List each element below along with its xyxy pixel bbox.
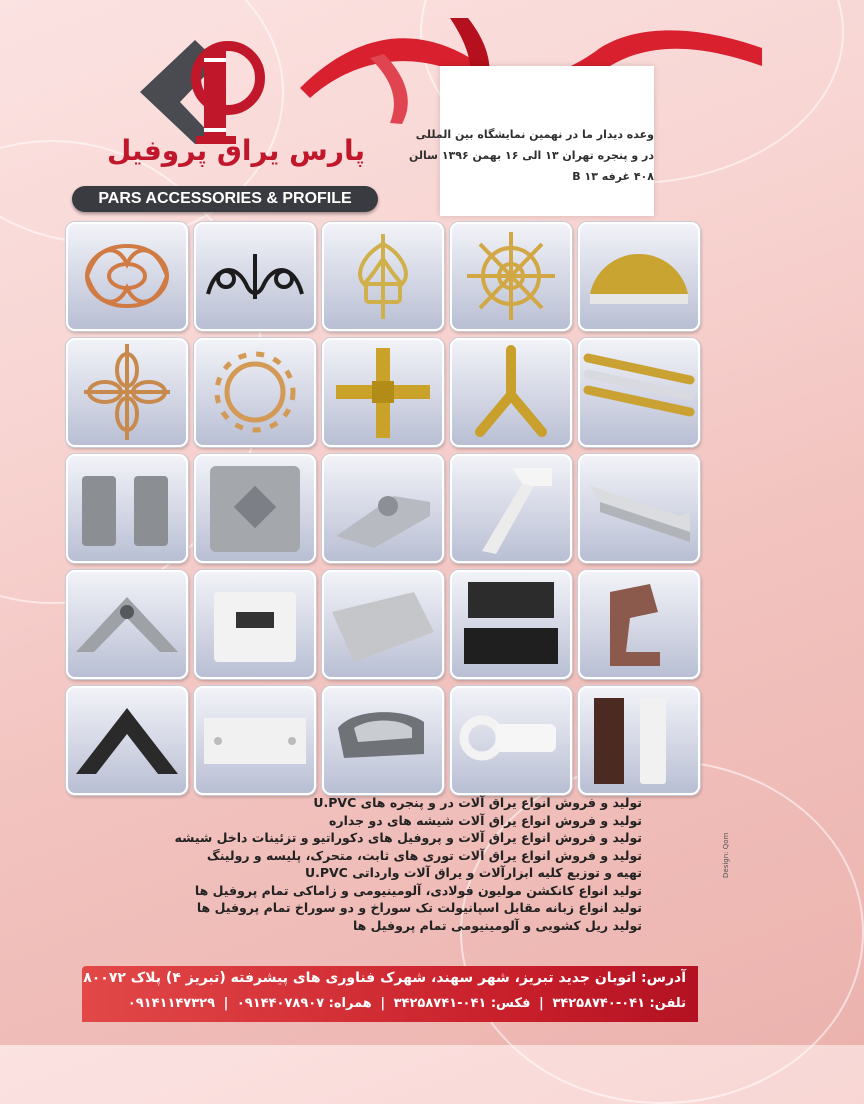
product-tile xyxy=(322,454,444,563)
white-handle-icon xyxy=(452,456,570,561)
product-tile xyxy=(66,222,188,331)
product-list-item: تولید و فروش انواع یراق آلات و پروفیل های دکوراتیو و تزئینات داخل شیشه xyxy=(174,830,642,845)
brand-name-fa: پارس یراق پروفیل xyxy=(107,134,365,167)
product-list-item: تولید و فروش انواع یراق آلات توری های ثابت، متحرک، پلیسه و رولینگ xyxy=(206,847,642,863)
separator: | xyxy=(223,996,229,1011)
gold-ring-ornament-icon xyxy=(196,340,314,445)
grey-end-cap-icon xyxy=(324,688,442,793)
product-tile xyxy=(322,570,444,679)
product-tile xyxy=(450,686,572,795)
product-tile xyxy=(578,338,700,447)
product-list-item: تولید و فروش انواع یراق آلات در و پنجره های U.PVC xyxy=(313,795,642,810)
product-tile xyxy=(66,338,188,447)
mobile-number-2: ۰۹۱۴۱۱۴۷۳۲۹ xyxy=(127,996,216,1011)
gold-cross-connector-icon xyxy=(324,340,442,445)
mobile-number: همراه: ۰۹۱۴۴۰۷۸۹۰۷ xyxy=(236,996,372,1011)
black-corner-gasket-icon xyxy=(68,688,186,793)
phone-line xyxy=(86,996,686,1011)
white-pipe-hinge-icon xyxy=(452,688,570,793)
product-tile xyxy=(194,570,316,679)
aluminium-fitting-icon xyxy=(324,456,442,561)
product-tile xyxy=(322,222,444,331)
product-list-item: تولید و فروش انواع یراق آلات شیشه های دو جداره xyxy=(329,812,642,828)
separator: | xyxy=(539,996,544,1011)
phone-number: تلفن: ۰۴۱-۳۴۲۵۸۷۴۰ xyxy=(552,996,686,1011)
product-tile xyxy=(194,454,316,563)
exhibition-line: در و پنجره تهران ۱۳ الی ۱۶ بهمن ۱۳۹۶ سالن xyxy=(409,149,654,162)
product-tile xyxy=(578,222,700,331)
product-tile xyxy=(194,338,316,447)
brown-profile-hinge-icon xyxy=(580,688,698,793)
product-tile xyxy=(66,454,188,563)
product-tile xyxy=(66,686,188,795)
black-wrought-iron-ornament-icon xyxy=(196,224,314,329)
product-list-item: تهیه و توزیع کلیه ابزارآلات و یراق آلات وارداتی U.PVC xyxy=(304,865,642,880)
product-tile xyxy=(450,454,572,563)
gold-halfcircle-profile-icon xyxy=(580,224,698,329)
aluminium-channel-profile-icon xyxy=(580,456,698,561)
product-tile xyxy=(450,338,572,447)
product-tile xyxy=(322,686,444,795)
address-text: آدرس: اتوبان جدید تبریز، شهر سهند، شهرک فناوری های پیشرفته (تبریز ۴) پلاک ۸۰۰۷۲ xyxy=(83,970,686,986)
grey-plastic-connectors-icon xyxy=(68,456,186,561)
product-list-item: تولید ریل کشویی و آلومینیومی تمام پروفیل ها xyxy=(352,917,642,933)
product-tile xyxy=(578,686,700,795)
product-list-item: تولید انواع زبانه مقابل اسپانیولت تک سوراخ و دو سوراخ تمام پروفیل ها xyxy=(196,900,642,915)
product-list xyxy=(82,794,642,934)
product-list-item: تولید انواع کانکشن مولیون فولادی، آلومینیومی و زاماکی تمام پروفیل ها xyxy=(194,882,642,898)
grey-corner-block-icon xyxy=(68,572,186,677)
exhibition-line: ۴۰۸ غرفه ۱۳ B xyxy=(572,170,654,183)
black-insert-set-icon xyxy=(452,572,570,677)
designer-credit: Design: Qom xyxy=(722,832,730,878)
product-tile xyxy=(194,222,316,331)
gold-y-connector-icon xyxy=(452,340,570,445)
product-tile xyxy=(66,570,188,679)
product-tile xyxy=(578,570,700,679)
exhibition-line: وعده دیدار ما در نهمین نمایشگاه بین المللی xyxy=(415,128,654,141)
product-tile xyxy=(450,570,572,679)
product-grid xyxy=(66,222,698,790)
fax-number: فکس: ۰۴۱-۳۴۲۵۸۷۴۱ xyxy=(393,996,531,1011)
gold-square-ornament-icon xyxy=(452,224,570,329)
product-tile xyxy=(194,686,316,795)
grey-profile-bar-icon xyxy=(324,572,442,677)
product-tile xyxy=(322,338,444,447)
white-spacer-strip-icon xyxy=(196,688,314,793)
brand-name-en: PARS ACCESSORIES & PROFILE xyxy=(72,186,378,212)
product-tile xyxy=(578,454,700,563)
gold-fleur-de-lis-icon xyxy=(324,224,442,329)
metal-corner-bracket-icon xyxy=(196,456,314,561)
white-hinge-icon xyxy=(196,572,314,677)
gold-quatrefoil-ornament-icon xyxy=(68,340,186,445)
separator: | xyxy=(380,996,386,1011)
contact-bar xyxy=(82,966,698,1022)
product-tile xyxy=(450,222,572,331)
brown-clip-icon xyxy=(580,572,698,677)
gold-spacer-bars-icon xyxy=(580,340,698,445)
exhibition-info xyxy=(409,124,654,187)
copper-ornament-icon xyxy=(68,224,186,329)
